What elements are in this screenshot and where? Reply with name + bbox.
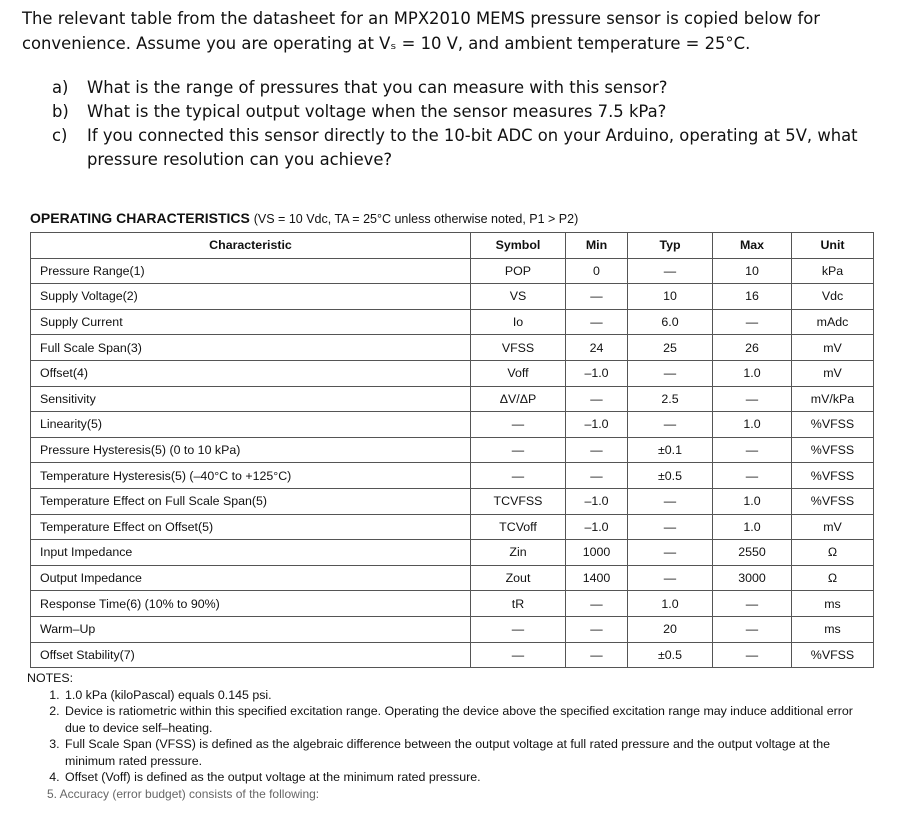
table-cell: — (628, 488, 713, 514)
part-text: If you connected this sensor directly to the 10-bit ADC on your Arduino, operating at 5V, what pressure resolution can you achieve? (87, 126, 858, 169)
table-row (31, 412, 874, 438)
table-cell: Zin (471, 540, 566, 566)
table-title (30, 207, 873, 230)
table-cell: Pressure Range(1) (31, 258, 471, 284)
table-cell: Warm–Up (31, 616, 471, 642)
table-cell: Temperature Effect on Offset(5) (31, 514, 471, 540)
table-row (31, 616, 874, 642)
table-cell: ±0.5 (628, 642, 713, 668)
notes-section (27, 670, 873, 801)
table-cell: ±0.1 (628, 437, 713, 463)
table-cell: Ω (792, 565, 874, 591)
table-cell: ±0.5 (628, 463, 713, 489)
column-header: Unit (792, 233, 874, 259)
table-cell: –1.0 (566, 412, 628, 438)
table-cell: 1.0 (713, 412, 792, 438)
table-cell: ΔV/ΔP (471, 386, 566, 412)
note-item: 1. 1.0 kPa (kiloPascal) equals 0.145 psi. (63, 687, 873, 704)
table-cell: — (471, 642, 566, 668)
table-cell: 26 (713, 335, 792, 361)
table-cell: 3000 (713, 565, 792, 591)
table-row (31, 437, 874, 463)
column-header: Characteristic (31, 233, 471, 259)
table-cell: — (713, 386, 792, 412)
table-cell: mAdc (792, 309, 874, 335)
table-condition: (VS = 10 Vdc, TA = 25°C unless otherwise noted, P1 > P2) (253, 212, 579, 226)
table-cell: — (628, 412, 713, 438)
column-header: Typ (628, 233, 713, 259)
table-cell: Supply Current (31, 309, 471, 335)
table-cell: 10 (713, 258, 792, 284)
table-cell: Sensitivity (31, 386, 471, 412)
question-part-b (22, 100, 902, 124)
table-cell: Temperature Effect on Full Scale Span(5) (31, 488, 471, 514)
table-cell: — (566, 463, 628, 489)
table-row (31, 258, 874, 284)
table-cell: –1.0 (566, 360, 628, 386)
table-cell: 1.0 (713, 360, 792, 386)
table-header-row (31, 233, 874, 259)
table-row (31, 386, 874, 412)
column-header: Min (566, 233, 628, 259)
table-cell: — (566, 309, 628, 335)
question-block (22, 6, 902, 172)
table-cell: 24 (566, 335, 628, 361)
table-cell: 1000 (566, 540, 628, 566)
table-cell: — (713, 616, 792, 642)
table-cell: mV (792, 514, 874, 540)
table-cell: — (713, 642, 792, 668)
table-title-text: OPERATING CHARACTERISTICS (30, 210, 250, 226)
table-cell: Supply Voltage(2) (31, 284, 471, 310)
note-item: 3. Full Scale Span (VFSS) is defined as the algebraic difference between the output voltage at full rated pressure and the output voltage at the minimum rated pressure. (63, 736, 873, 769)
table-cell: –1.0 (566, 514, 628, 540)
column-header: Symbol (471, 233, 566, 259)
table-cell: 20 (628, 616, 713, 642)
note-item: 2. Device is ratiometric within this specified excitation range. Operating the device above the specified excitation range may induce additional error due to device self–heating. (63, 703, 873, 736)
table-cell: ms (792, 616, 874, 642)
notes-list (27, 687, 873, 786)
table-cell: 10 (628, 284, 713, 310)
table-cell: Voff (471, 360, 566, 386)
part-text: What is the range of pressures that you can measure with this sensor? (87, 78, 668, 97)
table-cell: 2.5 (628, 386, 713, 412)
table-row (31, 360, 874, 386)
table-cell: 0 (566, 258, 628, 284)
table-cell: — (713, 309, 792, 335)
table-cell: tR (471, 591, 566, 617)
table-cell: Response Time(6) (10% to 90%) (31, 591, 471, 617)
table-row (31, 335, 874, 361)
table-row (31, 514, 874, 540)
table-cell: Io (471, 309, 566, 335)
table-cell: mV (792, 360, 874, 386)
notes-cut-line: 5. Accuracy (error budget) consists of the following: (47, 786, 320, 801)
table-row (31, 565, 874, 591)
table-row (31, 591, 874, 617)
table-cell: — (471, 437, 566, 463)
table-cell: 2550 (713, 540, 792, 566)
table-cell: — (713, 591, 792, 617)
table-cell: — (628, 514, 713, 540)
table-cell: — (566, 642, 628, 668)
table-row (31, 284, 874, 310)
table-cell: 25 (628, 335, 713, 361)
note-item: 4. Offset (Voff) is defined as the output voltage at the minimum rated pressure. (63, 769, 873, 786)
table-cell: — (566, 284, 628, 310)
table-cell: Full Scale Span(3) (31, 335, 471, 361)
table-cell: POP (471, 258, 566, 284)
table-cell: %VFSS (792, 412, 874, 438)
column-header: Max (713, 233, 792, 259)
table-row (31, 540, 874, 566)
table-cell: — (628, 540, 713, 566)
table-cell: VS (471, 284, 566, 310)
table-cell: 1.0 (713, 488, 792, 514)
table-cell: — (628, 360, 713, 386)
table-cell: — (566, 437, 628, 463)
part-label: a) (52, 78, 69, 97)
table-cell: — (471, 412, 566, 438)
table-cell: — (471, 463, 566, 489)
table-cell: 1400 (566, 565, 628, 591)
table-cell: — (566, 386, 628, 412)
question-part-a (22, 76, 902, 100)
table-cell: mV/kPa (792, 386, 874, 412)
question-intro: The relevant table from the datasheet for an MPX2010 MEMS pressure sensor is copied below for convenience. Assume you are operating at Vₛ = 10 V, and ambient temperature = 25°C. (22, 9, 820, 53)
table-cell: — (566, 591, 628, 617)
table-cell: Input Impedance (31, 540, 471, 566)
table-cell: %VFSS (792, 488, 874, 514)
table-cell: Temperature Hysteresis(5) (–40°C to +125°C) (31, 463, 471, 489)
table-cell: %VFSS (792, 642, 874, 668)
table-cell: VFSS (471, 335, 566, 361)
table-row (31, 309, 874, 335)
table-cell: 16 (713, 284, 792, 310)
table-cell: TCVFSS (471, 488, 566, 514)
table-cell: kPa (792, 258, 874, 284)
table-row (31, 488, 874, 514)
table-cell: Output Impedance (31, 565, 471, 591)
table-cell: 1.0 (628, 591, 713, 617)
table-cell: %VFSS (792, 437, 874, 463)
table-cell: — (713, 437, 792, 463)
table-cell: — (566, 616, 628, 642)
table-cell: mV (792, 335, 874, 361)
operating-characteristics-table (30, 232, 874, 668)
table-body (31, 258, 874, 668)
table-cell: — (713, 463, 792, 489)
table-cell: — (628, 258, 713, 284)
table-cell: TCVoff (471, 514, 566, 540)
part-label: b) (52, 102, 69, 121)
table-cell: %VFSS (792, 463, 874, 489)
question-parts (22, 76, 902, 172)
table-cell: Offset(4) (31, 360, 471, 386)
table-cell: Ω (792, 540, 874, 566)
table-row (31, 642, 874, 668)
table-cell: –1.0 (566, 488, 628, 514)
table-cell: 6.0 (628, 309, 713, 335)
table-cell: ms (792, 591, 874, 617)
part-text: What is the typical output voltage when the sensor measures 7.5 kPa? (87, 102, 667, 121)
table-cell: — (628, 565, 713, 591)
table-cell: Vdc (792, 284, 874, 310)
question-part-c (22, 124, 902, 172)
table-cell: Pressure Hysteresis(5) (0 to 10 kPa) (31, 437, 471, 463)
table-cell: 1.0 (713, 514, 792, 540)
table-cell: Offset Stability(7) (31, 642, 471, 668)
table-cell: Zout (471, 565, 566, 591)
table-cell: Linearity(5) (31, 412, 471, 438)
datasheet-excerpt (27, 207, 873, 801)
table-cell: — (471, 616, 566, 642)
table-row (31, 463, 874, 489)
notes-heading: NOTES: (27, 671, 74, 686)
part-label: c) (52, 126, 68, 145)
